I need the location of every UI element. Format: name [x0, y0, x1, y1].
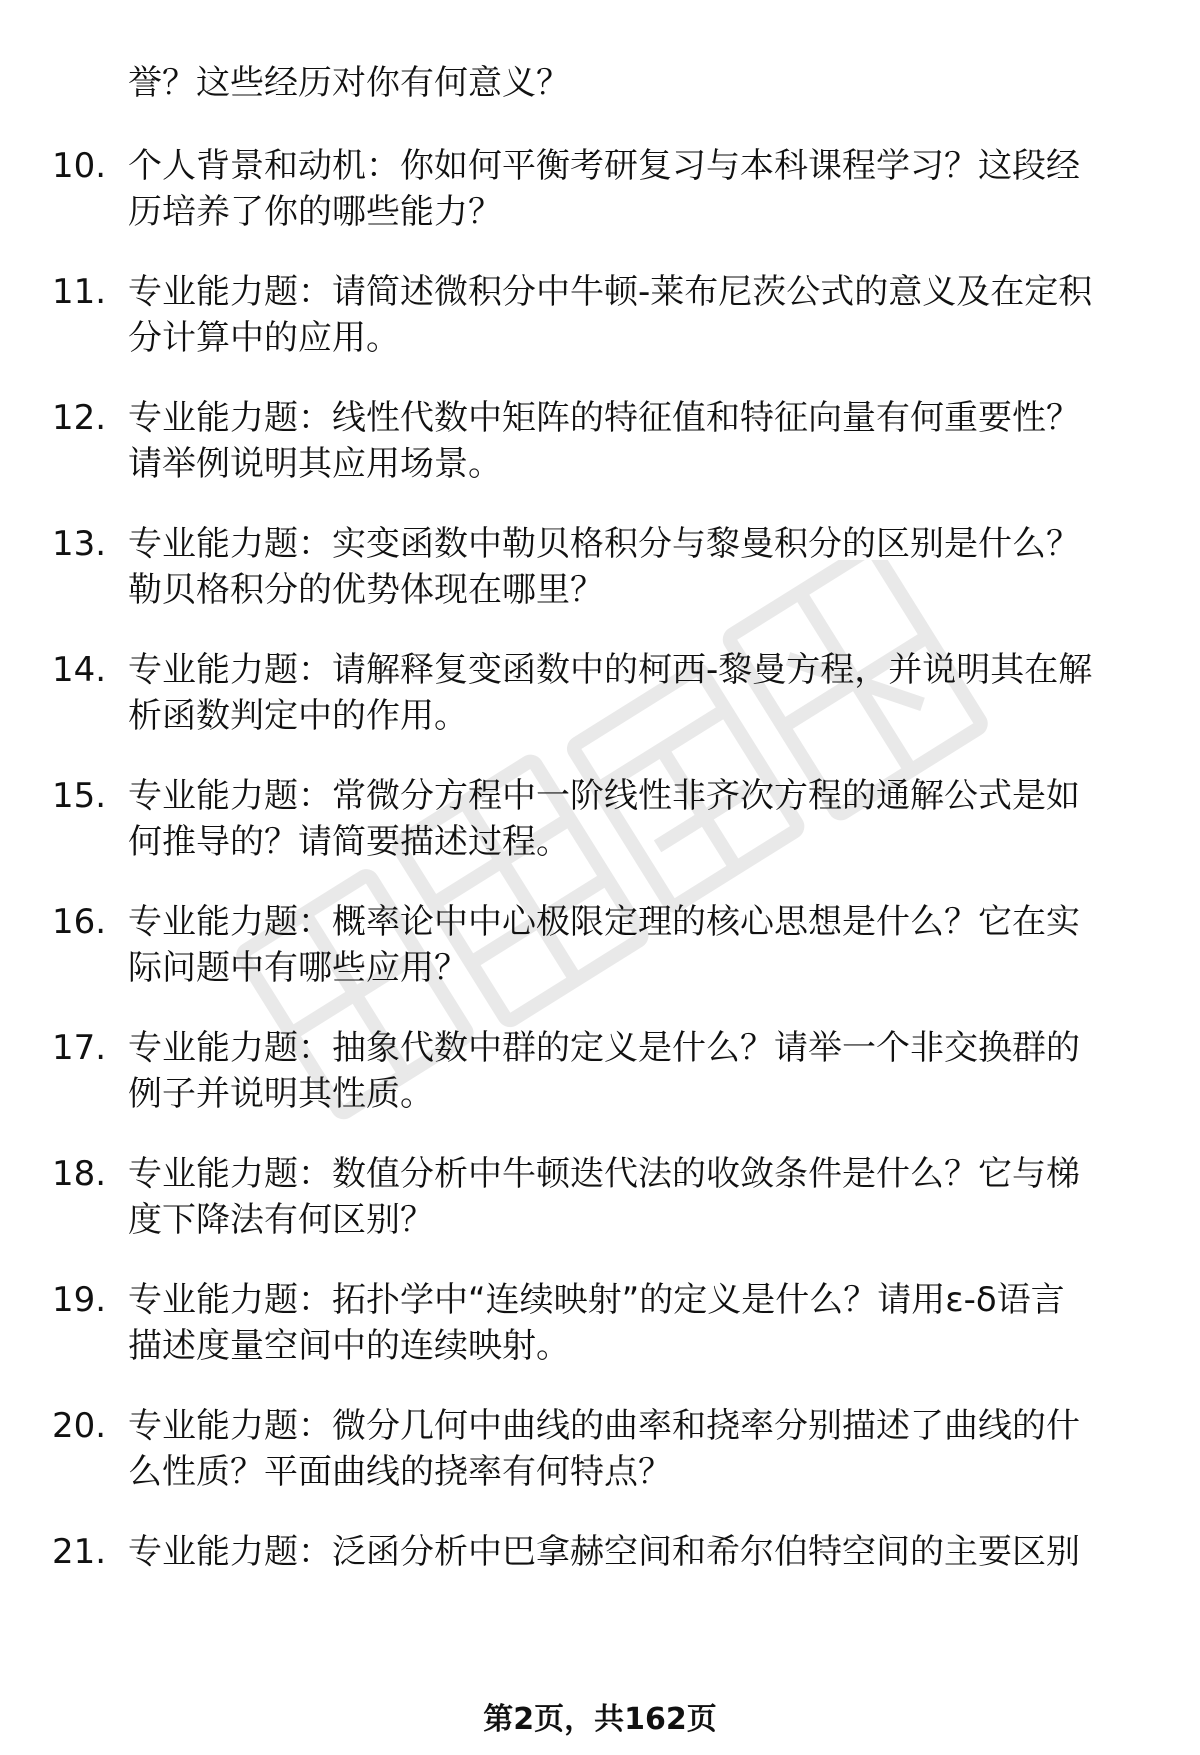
list-item [0, 1277, 1200, 1403]
question-line: 专业能力题：概率论中中心极限定理的核心思想是什么？它在实 [128, 902, 1080, 942]
list-item [0, 1403, 1200, 1529]
question-text [128, 1151, 1156, 1243]
question-number: 14. [52, 650, 107, 690]
question-text [128, 521, 1156, 613]
question-line: 何推导的？请简要描述过程。 [128, 822, 570, 862]
question-line: 专业能力题：数值分析中牛顿迭代法的收敛条件是什么？它与梯 [128, 1154, 1080, 1194]
question-text [128, 1529, 1156, 1575]
list-item [0, 1529, 1200, 1655]
question-line: 个人背景和动机：你如何平衡考研复习与本科课程学习？这段经 [128, 146, 1080, 186]
list-item [0, 143, 1200, 269]
page-footer: 第2页，共162页 [483, 1702, 717, 1737]
question-line: 么性质？平面曲线的挠率有何特点？ [128, 1452, 672, 1492]
list-item [0, 1025, 1200, 1151]
question-line: 度下降法有何区别？ [128, 1200, 434, 1240]
question-number: 19. [52, 1280, 107, 1320]
question-line: 析函数判定中的作用。 [128, 696, 468, 736]
question-text [128, 269, 1156, 361]
list-item [0, 773, 1200, 899]
question-number: 12. [52, 398, 107, 438]
question-line: 请举例说明其应用场景。 [128, 444, 502, 484]
question-text [128, 395, 1156, 487]
list-item [0, 521, 1200, 647]
question-text [128, 773, 1156, 865]
question-text [128, 1403, 1156, 1495]
question-line: 专业能力题：常微分方程中一阶线性非齐次方程的通解公式是如 [128, 776, 1080, 816]
question-number: 17. [52, 1028, 107, 1068]
list-item [0, 647, 1200, 773]
continued-question-text: 誉？这些经历对你有何意义？ [128, 63, 570, 103]
question-line: 专业能力题：拓扑学中“连续映射”的定义是什么？请用ε-δ语言 [128, 1280, 1065, 1320]
question-number: 16. [52, 902, 107, 942]
list-item [0, 395, 1200, 521]
question-line: 专业能力题：请解释复变函数中的柯西-黎曼方程，并说明其在解 [128, 650, 1093, 690]
list-item [0, 1151, 1200, 1277]
question-line: 勒贝格积分的优势体现在哪里？ [128, 570, 604, 610]
question-number: 10. [52, 146, 107, 186]
question-text [128, 899, 1156, 991]
question-line: 分计算中的应用。 [128, 318, 400, 358]
question-number: 20. [52, 1406, 107, 1446]
question-number: 15. [52, 776, 107, 816]
question-text [128, 1025, 1156, 1117]
question-line: 专业能力题：泛函分析中巴拿赫空间和希尔伯特空间的主要区别 [128, 1532, 1080, 1572]
question-number: 21. [52, 1532, 107, 1572]
question-line: 例子并说明其性质。 [128, 1074, 434, 1114]
question-line: 专业能力题：实变函数中勒贝格积分与黎曼积分的区别是什么？ [128, 524, 1080, 564]
question-text [128, 143, 1156, 235]
question-number: 18. [52, 1154, 107, 1194]
question-number: 11. [52, 272, 107, 312]
question-line: 描述度量空间中的连续映射。 [128, 1326, 570, 1366]
question-number: 13. [52, 524, 107, 564]
question-line: 专业能力题：微分几何中曲线的曲率和挠率分别描述了曲线的什 [128, 1406, 1080, 1446]
question-line: 历培养了你的哪些能力？ [128, 192, 502, 232]
question-line: 际问题中有哪些应用？ [128, 948, 468, 988]
question-line: 专业能力题：抽象代数中群的定义是什么？请举一个非交换群的 [128, 1028, 1080, 1068]
question-text [128, 1277, 1156, 1369]
list-item [0, 899, 1200, 1025]
question-line: 专业能力题：线性代数中矩阵的特征值和特征向量有何重要性？ [128, 398, 1080, 438]
question-list [0, 143, 1200, 1655]
question-text [128, 647, 1156, 739]
question-line: 专业能力题：请简述微积分中牛顿-莱布尼茨公式的意义及在定积 [128, 272, 1093, 312]
list-item [0, 269, 1200, 395]
